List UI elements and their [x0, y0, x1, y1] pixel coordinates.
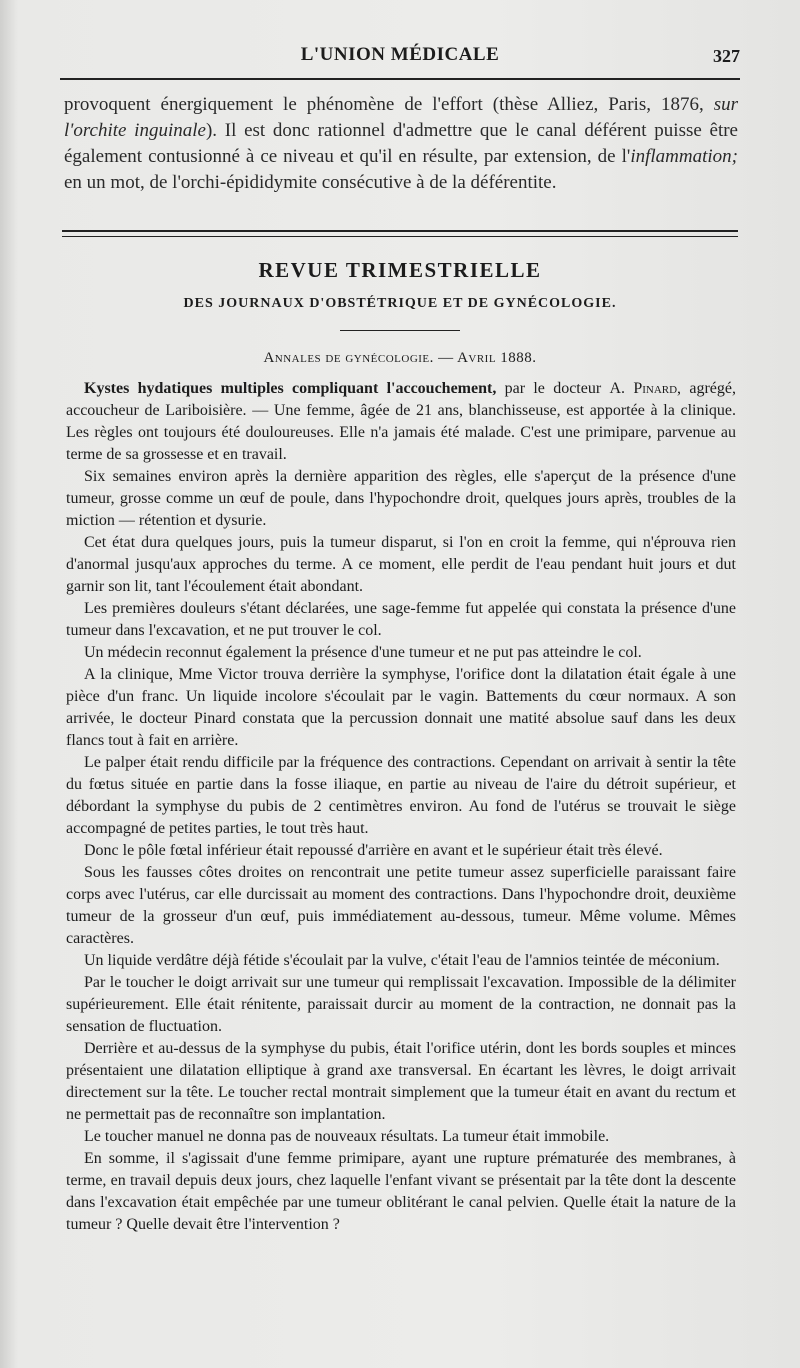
- intro-italic-2: inflammation;: [630, 146, 738, 167]
- article-paragraph: En somme, il s'agissait d'une femme primipare, ayant une rupture prématurée des membranes, à terme, en travail depuis deux jours, chez laquelle l'enfant vivant se présentait par la tête dont la descente dans l'excavation était empêchée par une tumeur oblitérant le canal pelvien. Quelle était la nature de la tumeur ? Quelle devait être l'intervention ?: [66, 1150, 736, 1233]
- article-paragraph: Les premières douleurs s'étant déclarées, une sage-femme fut appelée qui constata la présence d'une tumeur dans l'excavation, et ne put trouver le col.: [66, 600, 736, 639]
- subtitle-rule: [340, 330, 460, 331]
- article-byline: par le docteur: [496, 380, 610, 397]
- section-subtitle: DES JOURNAUX D'OBSTÉTRIQUE ET DE GYNÉCOLOGIE.: [183, 296, 617, 311]
- intro-text-2: ). Il est donc rationnel d'admettre que le canal déférent puisse être également contusionné à ce niveau et qu'il en résulte, par extension, de l': [64, 120, 738, 167]
- page-header: [60, 44, 740, 76]
- article-paragraph: Par le toucher le doigt arrivait sur une tumeur qui remplissait l'excavation. Impossible de la délimiter supérieurement. Elle était rénitente, paraissait durcir au moment de la contraction, ne donnait pas la sensation de fluctuation.: [66, 974, 736, 1035]
- intro-text-3: en un mot, de l'orchi-épididymite consécutive à de la déférentite.: [64, 172, 557, 193]
- intro-italic-1: sur l'orchite inguinale: [64, 94, 738, 141]
- article-paragraph: Donc le pôle fœtal inférieur était repoussé d'arrière en avant et le supérieur était très élevé.: [84, 842, 663, 859]
- section-rule-top: [62, 230, 738, 232]
- section-title: REVUE TRIMESTRIELLE: [258, 258, 542, 282]
- article-paragraph: A la clinique, Mme Victor trouva derrière la symphyse, l'orifice dont la dilatation était égale à une pièce d'un franc. Un liquide incolore s'écoulait par le vagin. Battements du cœur normaux. A son arrivée, le docteur Pinard constata que la percussion donnait une matité absolue sauf dans les deux flancs tout à fait en arrière.: [66, 666, 736, 749]
- running-title: L'UNION MÉDICALE: [300, 44, 500, 65]
- article-lead-paragraph: [66, 378, 736, 466]
- article-author: A. Pinard,: [609, 380, 682, 397]
- journal-reference: Annales de gynécologie. — Avril 1888.: [263, 350, 537, 366]
- article-paragraph: Le palper était rendu difficile par la fréquence des contractions. Cependant on arrivait à sentir la tête du fœtus située en partie dans la fosse iliaque, en partie au niveau de l'aire du détroit supérieur, et débordant la symphyse du pubis de 2 centimètres environ. Au fond de l'utérus se trouvait le siège accompagné de petites parties, le tout très haut.: [66, 754, 736, 837]
- article-paragraph: Sous les fausses côtes droites on rencontrait une petite tumeur assez superficielle paraissant faire corps avec l'utérus, car elle durcissait au moment des contractions. Dans l'hypochondre droit, deuxième tumeur de la grosseur d'un œuf, puis immédiatement au-dessous, tumeur. Même volume. Mêmes caractères.: [66, 864, 736, 947]
- article-paragraph: Un liquide verdâtre déjà fétide s'écoulait par la vulve, c'était l'eau de l'amnios teintée de méconium.: [84, 952, 720, 969]
- article-title: Kystes hydatiques multiples compliquant l'accouchement,: [84, 380, 497, 397]
- intro-paragraph: [64, 92, 738, 196]
- article-paragraph: Derrière et au-dessus de la symphyse du pubis, était l'orifice utérin, dont les bords souples et minces présentaient une dilatation elliptique à grand axe transversal. En écartant les lèvres, le doigt arrivait directement sur la tête. Le toucher rectal montrait simplement que la tumeur était en avant du rectum et ne permettait pas de reconnaître son implantation.: [66, 1040, 736, 1123]
- header-rule: [60, 78, 740, 80]
- article-paragraph: Cet état dura quelques jours, puis la tumeur disparut, si l'on en croit la femme, qui n'éprouva rien d'anormal jusqu'aux approches du terme. A ce moment, elle perdit de l'eau pendant huit jours et dut garnir son lit, tant l'écoulement était abondant.: [66, 534, 736, 595]
- article-body: [66, 378, 736, 1236]
- article-paragraph: Un médecin reconnut également la présence d'une tumeur et ne put pas atteindre le col.: [84, 644, 642, 661]
- page-number: 327: [713, 46, 740, 66]
- section-rule-bottom: [62, 236, 738, 237]
- article-lead-text: agrégé, accoucheur de Lariboisière. — Une femme, âgée de 21 ans, blanchisseuse, est apportée à la clinique. Les règles ont toujours été douloureuses. Elle n'a jamais été malade. C'est une primipare, parvenue au terme de sa grossesse et en travail.: [66, 380, 736, 463]
- article-paragraph: Six semaines environ après la dernière apparition des règles, elle s'aperçut de la présence d'une tumeur, grosse comme un œuf de poule, dans l'hypochondre droit, quelques jours après, troubles de la miction — rétention et dysurie.: [66, 468, 736, 529]
- article-paragraph: Le toucher manuel ne donna pas de nouveaux résultats. La tumeur était immobile.: [84, 1128, 610, 1145]
- intro-text-1: provoquent énergiquement le phénomène de l'effort (thèse Alliez, Paris, 1876,: [64, 94, 714, 115]
